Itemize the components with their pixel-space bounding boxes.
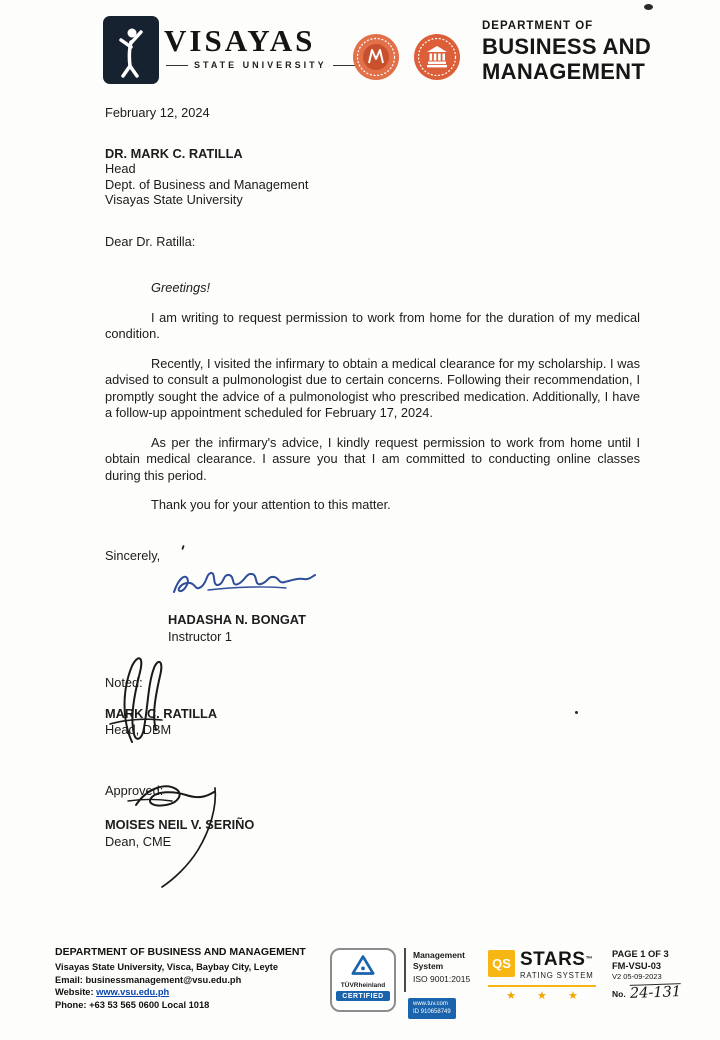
department-title-block — [482, 19, 651, 84]
greeting-line: Greetings! — [151, 280, 211, 295]
scan-artifact — [644, 4, 653, 10]
salutation: Dear Dr. Ratilla: — [105, 233, 196, 249]
tuv-brand-label: TÜVRheinland — [340, 982, 386, 989]
qs-star-rating-icons: ★ ★ ★ — [488, 985, 596, 1003]
department-of-label: DEPARTMENT OF — [482, 20, 594, 32]
form-code: FM-VSU-03 — [612, 961, 662, 971]
business-and-label: BUSINESS AND — [482, 34, 652, 59]
qs-stars-text: STARS — [520, 949, 586, 970]
form-control-block — [612, 948, 681, 1002]
letter-date: February 12, 2024 — [105, 105, 210, 120]
paragraph-2: Recently, I visited the infirmary to obtain a medical clearance for my scholarship. I was advised to consult a pulmonologist due to certain concerns. Following their recommendation, I promptly sought the advice of a pulmonologist who prescribed medication. Additionally, I have a follow-up appointment scheduled for February 17, 2024. — [105, 355, 640, 420]
footer-contact-block — [55, 946, 323, 1011]
qs-wordmark — [520, 950, 594, 980]
recipient-block — [105, 146, 640, 208]
approved-label: Approved: — [105, 782, 164, 798]
vsu-logo-icon — [103, 16, 159, 84]
tuv-website: www.tuv.com — [413, 1001, 448, 1007]
control-number-handwritten: 24-131 — [629, 984, 682, 1002]
letter-body — [105, 105, 640, 850]
footer-divider — [404, 948, 406, 992]
noted-name: MARK C. RATILLA — [105, 705, 218, 721]
scan-artifact — [575, 711, 578, 714]
qs-stars-badge — [488, 950, 600, 1003]
paragraph-3: As per the infirmary's advice, I kindly request permission to work from home until I obtain medical clearance. I assure you that I am committed to conducting online classes during this period. — [105, 434, 640, 483]
noted-block — [105, 706, 640, 739]
control-number-line — [612, 984, 681, 1002]
recipient-title: Head — [105, 161, 136, 176]
website-label: Website: — [55, 987, 94, 997]
qs-logo-icon: QS — [488, 950, 515, 977]
letter-footer — [0, 938, 720, 1038]
sender-block — [168, 612, 640, 645]
recipient-name: DR. MARK C. RATILLA — [105, 145, 243, 161]
iso-line-2: System — [413, 960, 444, 971]
management-label: MANAGEMENT — [482, 59, 646, 84]
iso-line-1: Management — [413, 950, 465, 960]
sender-name: HADASHA N. BONGAT — [168, 612, 306, 627]
tuv-triangle-icon — [350, 954, 376, 976]
paragraph-4: Thank you for your attention to this matter. — [151, 497, 391, 512]
footer-website-line — [55, 986, 323, 999]
qs-stars-label — [520, 950, 594, 969]
department-seal-icon — [413, 33, 461, 81]
paragraph-1: I am writing to request permission to work from home for the duration of my medical condition. — [105, 309, 640, 341]
decorative-rule-left — [166, 65, 188, 66]
university-name: VISAYAS — [164, 23, 316, 58]
recipient-department: Dept. of Business and Management — [105, 176, 309, 192]
iso-standard: ISO 9001:2015 — [413, 974, 471, 984]
sender-title: Instructor 1 — [168, 628, 233, 644]
tuv-certified-label: CERTIFIED — [336, 991, 390, 1001]
page-number: PAGE 1 OF 3 — [612, 949, 669, 959]
email-label: Email: — [55, 974, 83, 985]
university-subtitle-text: STATE UNIVERSITY — [194, 60, 327, 70]
phone-number: +63 53 565 0600 Local 1018 — [89, 999, 210, 1010]
tuv-certificate-id: ID 910658749 — [413, 1008, 451, 1015]
footer-email-line — [55, 974, 323, 987]
closing-line: Sincerely, — [105, 547, 161, 563]
qs-rating-system-label: RATING SYSTEM — [520, 971, 594, 980]
qs-trademark: ™ — [585, 956, 593, 963]
footer-department-name: DEPARTMENT OF BUSINESS AND MANAGEMENT — [55, 946, 306, 958]
iso-certification-text — [413, 950, 470, 985]
email-address: businessmanagement@vsu.edu.ph — [85, 974, 242, 985]
university-subtitle — [166, 60, 355, 70]
qs-logo-row — [488, 950, 600, 980]
footer-address: Visayas State University, Visca, Baybay City, Leyte — [55, 962, 279, 972]
university-seal-icon — [352, 33, 400, 81]
form-version: V2 05-09-2023 — [612, 972, 662, 981]
approved-title: Dean, CME — [105, 833, 172, 849]
control-number-label: No. — [612, 989, 626, 999]
noted-title: Head, DBM — [105, 722, 172, 737]
phone-label: Phone: — [55, 999, 87, 1010]
tuv-id-box — [408, 998, 456, 1019]
recipient-university: Visayas State University — [105, 192, 243, 207]
website-link: www.vsu.edu.ph — [96, 987, 170, 997]
noted-label: Noted: — [105, 675, 143, 690]
approved-block — [105, 817, 640, 850]
approved-name: MOISES NEIL V. SERIÑO — [105, 817, 255, 832]
footer-phone-line — [55, 999, 323, 1012]
tuv-certification-badge — [330, 948, 396, 1012]
university-wordmark — [164, 24, 355, 70]
